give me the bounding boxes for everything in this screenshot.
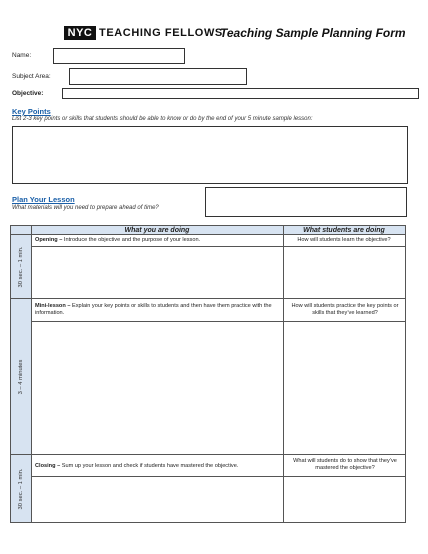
teacher-notes-field[interactable]	[32, 477, 282, 522]
plan-title: Plan Your Lesson	[12, 195, 75, 204]
materials-question: What materials will you need to prepare ahead of time?	[12, 205, 159, 211]
logo-mark: NYC	[64, 26, 96, 40]
closing-row	[10, 455, 406, 523]
phase-text: Introduce the objective and the purpose of your lesson.	[62, 237, 201, 243]
student-notes-field[interactable]	[284, 247, 405, 298]
time-label: 3 – 4 minutes	[18, 359, 24, 394]
objective-label: Objective:	[12, 90, 44, 97]
form-title: Teaching Sample Planning Form	[220, 26, 406, 40]
col-header-you: What you are doing	[124, 227, 190, 234]
closing-instructions	[35, 463, 281, 470]
name-label: Name:	[12, 52, 32, 59]
col-header-students: What students are doing	[303, 227, 385, 234]
logo-text: TEACHING FELLOWS	[99, 27, 223, 39]
phase-label: Opening –	[35, 237, 63, 243]
materials-field[interactable]	[205, 187, 407, 217]
lesson-table-header	[10, 225, 406, 235]
students-prompt: How will students learn the objective?	[297, 237, 391, 243]
time-column	[11, 455, 32, 522]
phase-text: Explain your key points or skills to students and then have them practice with the information.	[35, 303, 272, 316]
phase-label: Mini-lesson –	[35, 303, 71, 309]
time-column	[11, 299, 32, 454]
time-label: 30 sec. – 1 min.	[18, 246, 24, 287]
phase-label: Closing –	[35, 463, 61, 469]
student-notes-field[interactable]	[284, 322, 405, 454]
key-points-title: Key Points	[12, 107, 51, 116]
teacher-notes-field[interactable]	[32, 247, 282, 298]
opening-instructions	[35, 237, 281, 244]
students-prompt: How will students practice the key points or skills that they’ve learned?	[291, 303, 399, 316]
subject-field[interactable]	[69, 68, 247, 85]
name-field[interactable]	[53, 48, 185, 64]
mini-lesson-instructions	[35, 303, 279, 317]
mini-lesson-row	[10, 299, 406, 455]
time-label: 30 sec. – 1 min.	[18, 468, 24, 509]
opening-row	[10, 235, 406, 299]
students-prompt: What will students do to show that they’ve mastered the objective?	[293, 458, 397, 471]
key-points-field[interactable]	[12, 126, 408, 184]
time-column	[11, 235, 32, 298]
student-notes-field[interactable]	[284, 477, 405, 522]
phase-text: Sum up your lesson and check if students have mastered the objective.	[60, 463, 239, 469]
teacher-notes-field[interactable]	[32, 322, 282, 454]
objective-field[interactable]	[62, 88, 419, 99]
subject-label: Subject Area:	[12, 73, 51, 80]
key-points-description: List 2-3 key points or skills that students should be able to know or do by the end of your 5 minute sample lesson:	[12, 116, 313, 122]
